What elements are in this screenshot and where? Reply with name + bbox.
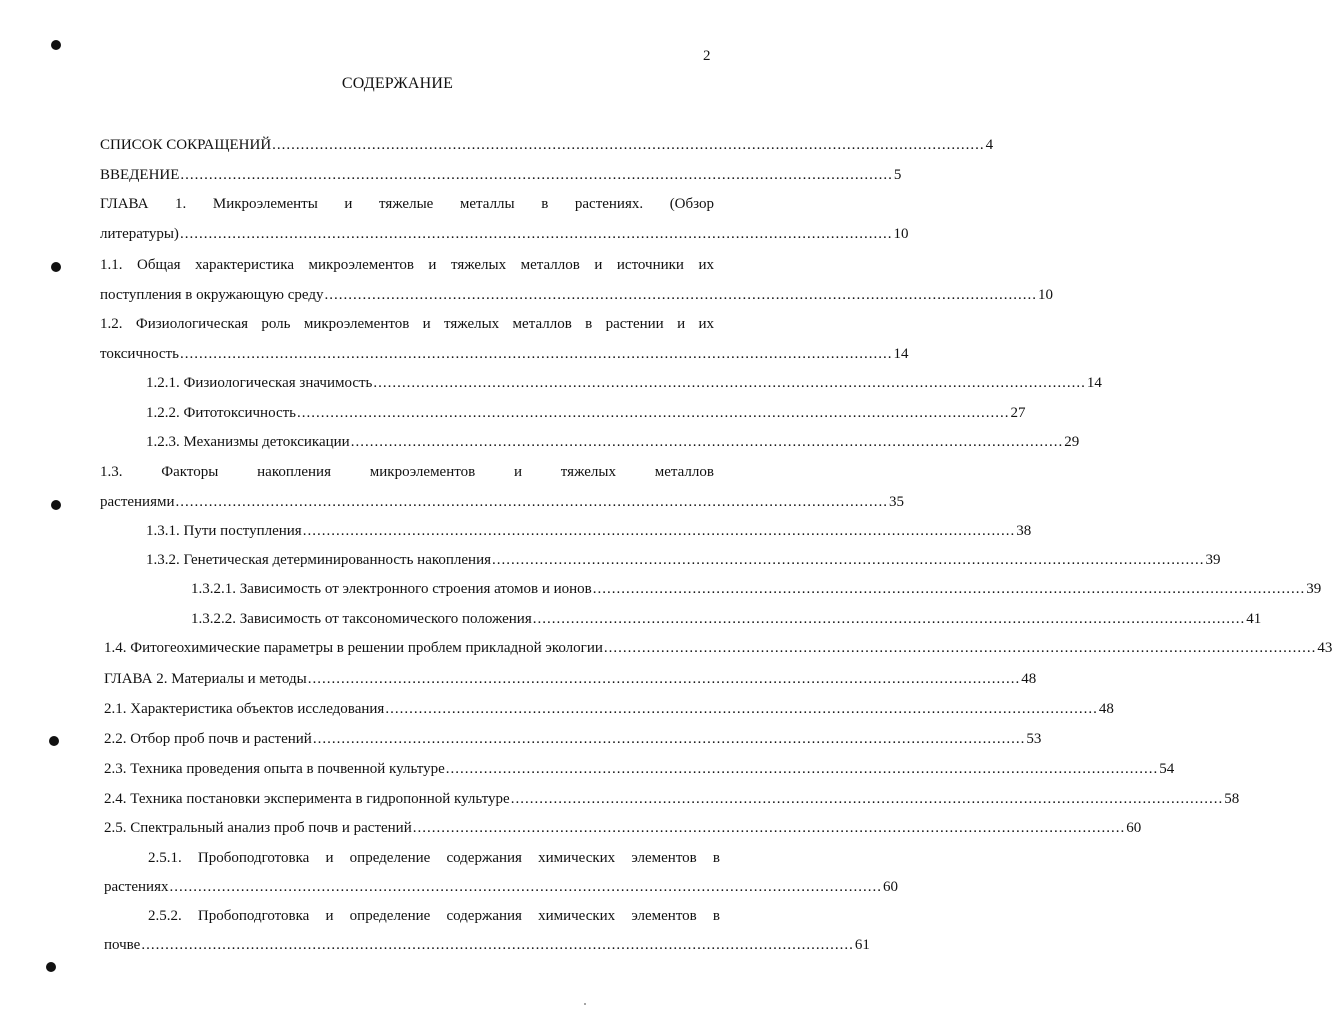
- toc-entry[interactable]: [100, 165, 902, 185]
- toc-page-number: 39: [1205, 552, 1221, 568]
- toc-entry[interactable]: [100, 344, 909, 364]
- toc-entry-text: 1.3.1. Пути поступления: [146, 523, 302, 539]
- page-title: СОДЕРЖАНИЕ: [341, 75, 454, 92]
- toc-page-number: 14: [1086, 375, 1102, 391]
- leader-dots: ......................................................................................................................................................: [307, 671, 1021, 687]
- toc-page-number: 27: [1010, 405, 1026, 421]
- leader-dots: ......................................................................................................................................................: [603, 640, 1317, 656]
- toc-page-number: 43: [1317, 640, 1332, 656]
- toc-entry[interactable]: [104, 729, 1042, 749]
- binder-hole-mark: [46, 962, 56, 972]
- toc-entry-line1[interactable]: 1.2. Физиологическая роль микроэлементов и тяжелых металлов в растении и их: [100, 316, 714, 332]
- toc-page-number: 60: [882, 879, 898, 895]
- toc-entry-line1[interactable]: 2.5.2. Пробоподготовка и определение содержания химических элементов в: [148, 908, 720, 924]
- toc-entry[interactable]: [191, 579, 1322, 599]
- toc-entry-line1[interactable]: 1.3. Факторы накопления микроэлементов и тяжелых металлов: [100, 464, 714, 480]
- toc-page-number: 35: [889, 494, 905, 510]
- toc-entry[interactable]: [100, 492, 905, 512]
- toc-entry-text: 1.3.2. Генетическая детерминированность накопления: [146, 552, 492, 568]
- toc-entry-text: почве: [104, 937, 141, 953]
- toc-entry-text: 2.2. Отбор проб почв и растений: [104, 731, 312, 747]
- toc-page-number: 48: [1021, 671, 1037, 687]
- leader-dots: ......................................................................................................................................................: [179, 346, 893, 362]
- toc-page-number: 41: [1246, 611, 1262, 627]
- binder-hole-mark: [51, 500, 61, 510]
- toc-entry-line1[interactable]: 1.1. Общая характеристика микроэлементов и тяжелых металлов и источники их: [100, 257, 714, 273]
- toc-entry-text: 1.3.2.1. Зависимость от электронного строения атомов и ионов: [191, 581, 592, 597]
- toc-entry[interactable]: [104, 699, 1114, 719]
- toc-entry-text: 2.3. Техника проведения опыта в почвенной культуре: [104, 761, 445, 777]
- binder-hole-mark: [51, 262, 61, 272]
- leader-dots: ......................................................................................................................................................: [272, 137, 985, 153]
- leader-dots: ......................................................................................................................................................: [175, 494, 889, 510]
- binder-hole-mark: [51, 40, 61, 50]
- leader-dots: ......................................................................................................................................................: [324, 287, 1037, 303]
- toc-page-number: 10: [893, 226, 909, 242]
- toc-entry-line1[interactable]: ГЛАВА 1. Микроэлементы и тяжелые металлы в растениях. (Обзор: [100, 196, 714, 212]
- toc-entry[interactable]: [100, 224, 909, 244]
- toc-page-number: 58: [1224, 791, 1240, 807]
- toc-entry-text: ГЛАВА 2. Материалы и методы: [104, 671, 307, 687]
- toc-entry[interactable]: [191, 609, 1262, 629]
- toc-entry-text: ВВЕДЕНИЕ: [100, 167, 180, 183]
- toc-entry-text: 1.2.3. Механизмы детоксикации: [146, 434, 350, 450]
- toc-entry[interactable]: [104, 818, 1142, 838]
- toc-page-number: 10: [1038, 287, 1053, 303]
- toc-entry[interactable]: [146, 403, 1026, 423]
- toc-entry-text: СПИСОК СОКРАЩЕНИЙ: [100, 137, 272, 153]
- leader-dots: ......................................................................................................................................................: [373, 375, 1086, 391]
- toc-page-number: 14: [893, 346, 909, 362]
- toc-entry-text: 2.5. Спектральный анализ проб почв и растений: [104, 820, 412, 836]
- toc-entry[interactable]: [104, 877, 898, 897]
- toc-page-number: 60: [1126, 820, 1142, 836]
- leader-dots: ......................................................................................................................................................: [445, 761, 1159, 777]
- toc-entry-line1[interactable]: 2.5.1. Пробоподготовка и определение содержания химических элементов в: [148, 850, 720, 866]
- leader-dots: ......................................................................................................................................................: [312, 731, 1026, 747]
- leader-dots: ......................................................................................................................................................: [350, 434, 1064, 450]
- toc-entry-text: 1.3.2.2. Зависимость от таксономического положения: [191, 611, 532, 627]
- page-number: 2: [703, 48, 711, 64]
- toc-entry[interactable]: [146, 521, 1032, 541]
- toc-page-number: 29: [1064, 434, 1080, 450]
- toc-entry-text: поступления в окружающую среду: [100, 287, 324, 303]
- toc-entry[interactable]: [104, 789, 1240, 809]
- toc-page-number: 39: [1306, 581, 1322, 597]
- toc-entry-text: 1.2.1. Физиологическая значимость: [146, 375, 373, 391]
- toc-entry-text: 1.4. Фитогеохимические параметры в решении проблем прикладной экологии: [104, 640, 603, 656]
- toc-entry[interactable]: [146, 432, 1080, 452]
- scan-speck: [584, 1003, 586, 1005]
- toc-entry[interactable]: [104, 759, 1175, 779]
- toc-entry[interactable]: [104, 935, 870, 955]
- toc-page-number: 53: [1026, 731, 1042, 747]
- toc-entry-text: растениями: [100, 494, 175, 510]
- leader-dots: ......................................................................................................................................................: [532, 611, 1246, 627]
- toc-entry[interactable]: [100, 135, 994, 155]
- toc-entry-text: 1.2.2. Фитотоксичность: [146, 405, 296, 421]
- toc-page-number: 48: [1098, 701, 1114, 717]
- leader-dots: ......................................................................................................................................................: [412, 820, 1126, 836]
- leader-dots: ......................................................................................................................................................: [180, 167, 893, 183]
- leader-dots: ......................................................................................................................................................: [510, 791, 1224, 807]
- toc-entry[interactable]: [104, 638, 1332, 658]
- toc-entry-text: 2.1. Характеристика объектов исследования: [104, 701, 385, 717]
- toc-entry[interactable]: [104, 669, 1037, 689]
- toc-entry-text: 2.4. Техника постановки эксперимента в гидропонной культуре: [104, 791, 510, 807]
- leader-dots: ......................................................................................................................................................: [141, 937, 854, 953]
- leader-dots: ......................................................................................................................................................: [385, 701, 1098, 717]
- leader-dots: ......................................................................................................................................................: [302, 523, 1016, 539]
- toc-entry-text: растениях: [104, 879, 169, 895]
- toc-page-number: 5: [893, 167, 902, 183]
- toc-entry[interactable]: [100, 285, 1053, 305]
- toc-entry-text: литературы): [100, 226, 179, 242]
- toc-page-number: 4: [985, 137, 994, 153]
- leader-dots: ......................................................................................................................................................: [492, 552, 1205, 568]
- leader-dots: ......................................................................................................................................................: [179, 226, 893, 242]
- toc-page-number: 38: [1016, 523, 1032, 539]
- leader-dots: ......................................................................................................................................................: [297, 405, 1010, 421]
- leader-dots: ......................................................................................................................................................: [592, 581, 1306, 597]
- toc-entry-text: токсичность: [100, 346, 179, 362]
- toc-page-number: 54: [1159, 761, 1175, 777]
- toc-page-number: 61: [854, 937, 870, 953]
- toc-entry[interactable]: [146, 373, 1102, 393]
- toc-entry[interactable]: [146, 550, 1221, 570]
- binder-hole-mark: [49, 736, 59, 746]
- leader-dots: ......................................................................................................................................................: [169, 879, 882, 895]
